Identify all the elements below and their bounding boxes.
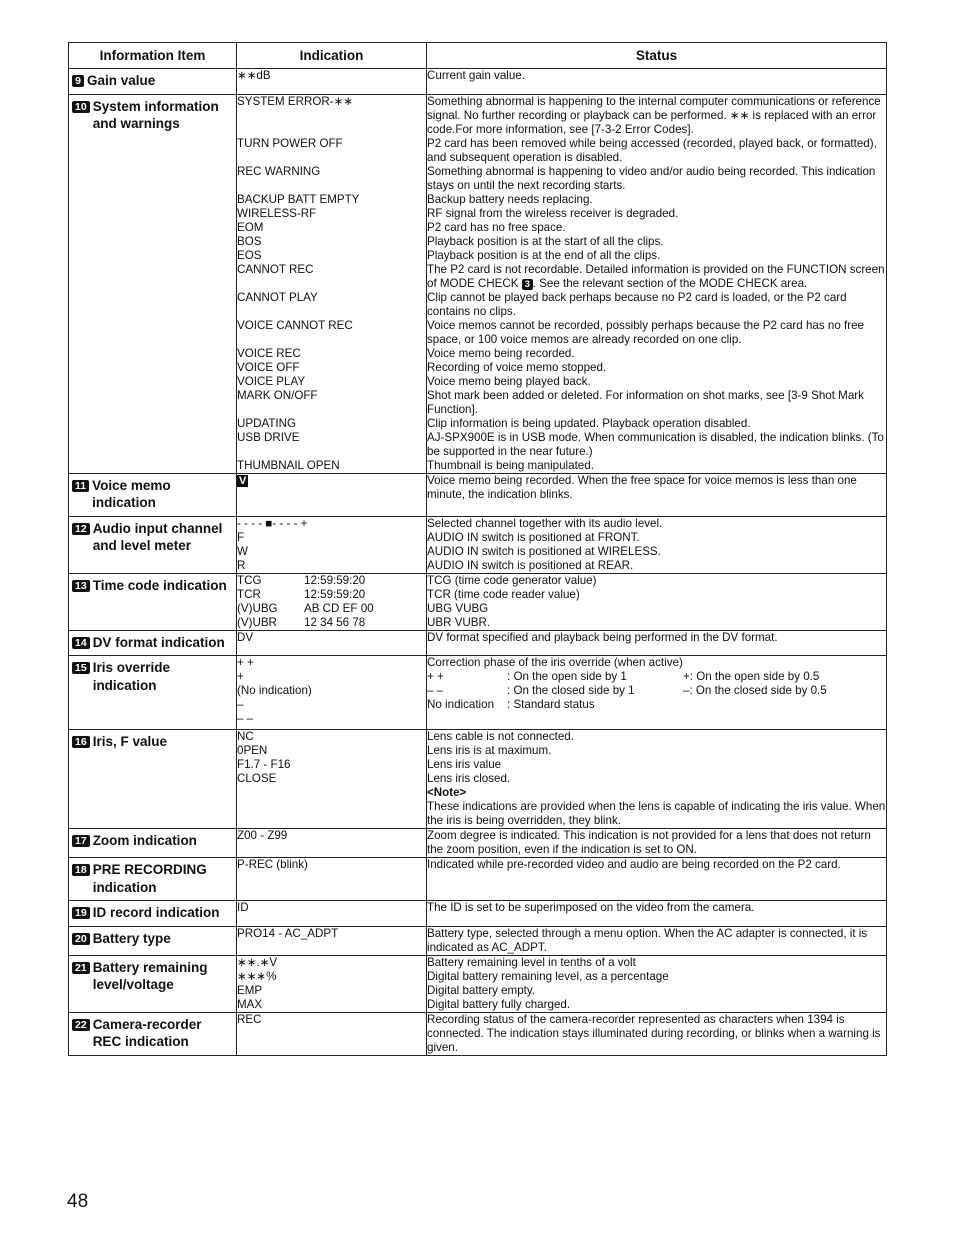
item-name: Audio input channel (92, 520, 223, 536)
item-number-badge: 12 (72, 523, 90, 535)
tc-value: 12:59:59:20 (304, 573, 366, 587)
status-text: TCR (time code reader value) (427, 587, 580, 601)
indication-text: WIRELESS-RF (237, 206, 317, 220)
table-row-battery-type (69, 926, 887, 955)
item-name: Voice memo (92, 477, 171, 493)
item-name: System information (92, 98, 219, 114)
tc-label: (V)UBR (237, 615, 277, 629)
status-text: RF signal from the wireless receiver is degraded. (427, 206, 679, 220)
iris-desc: : On the open side by 1 (507, 670, 627, 683)
item-number-badge: 14 (72, 637, 90, 649)
tc-value: 12:59:59:20 (304, 587, 366, 601)
indication-text: + (237, 670, 244, 683)
information-table (68, 42, 887, 1056)
status-text: Lens iris is at maximum. (427, 744, 552, 757)
status-text: AUDIO IN switch is positioned at FRONT. (427, 530, 640, 544)
indication-text: DV (237, 630, 254, 644)
item-number-badge: 22 (72, 1019, 90, 1031)
indication-text (237, 445, 426, 459)
indication-text: (No indication) (237, 684, 312, 697)
item-name: and level meter (92, 538, 191, 553)
status-text: Digital battery empty. (427, 983, 536, 997)
page-number: 48 (67, 1191, 89, 1212)
table-row-audio-input (69, 516, 887, 573)
indication-text (237, 333, 426, 347)
iris-half-desc: +: On the open side by 0.5 (683, 670, 820, 683)
item-name: DV format indication (92, 634, 225, 650)
indication-text: 0PEN (237, 744, 268, 757)
item-number-badge: 18 (72, 864, 90, 876)
item-name: Zoom indication (92, 833, 197, 848)
tc-label: (V)UBG (237, 601, 278, 615)
item-name: Iris, F value (92, 734, 167, 749)
iris-symbol: No indication (427, 698, 495, 711)
status-text: Indicated while pre-recorded video and audio are being recorded on the P2 card. (427, 858, 841, 871)
status-text: Something abnormal is happening to video and/or audio being recorded. This indication stays on until the next recording starts. (427, 164, 876, 192)
indication-text: F1.7 - F16 (237, 758, 291, 771)
header-information-item: Information Item (69, 43, 237, 69)
item-name: indication (92, 677, 157, 693)
table-row-dv-format (69, 630, 887, 656)
item-number-badge: 16 (72, 736, 90, 748)
status-text: Backup battery needs replacing. (427, 192, 593, 206)
status-text: TCG (time code generator value) (427, 573, 597, 587)
status-text: Voice memo being recorded. When the free space for voice memos is less than one minute, the indication blinks. (427, 473, 857, 501)
tc-label: TCG (237, 573, 262, 587)
status-text: UBG VUBG (427, 601, 489, 615)
item-number-badge: 11 (72, 480, 89, 492)
status-text: P2 card has been removed while being accessed (recorded, played back, or formatted), and subsequent operation is disabled. (427, 136, 877, 164)
header-indication: Indication (237, 43, 427, 69)
indication-text: VOICE PLAY (237, 374, 306, 388)
iris-half-desc: –: On the closed side by 0.5 (683, 684, 827, 697)
item-name: indication (92, 495, 156, 510)
item-name: ID record indication (92, 905, 220, 920)
indication-text: – (237, 698, 244, 711)
mode-check-badge: 3 (522, 279, 533, 290)
indication-text: SYSTEM ERROR-∗∗ (237, 94, 354, 108)
indication-text: THUMBNAIL OPEN (237, 458, 340, 472)
item-name: Iris override (92, 660, 170, 675)
indication-text (237, 123, 426, 137)
indication-text (237, 179, 426, 193)
indication-text: P-REC (blink) (237, 858, 308, 871)
status-text: Battery type, selected through a menu option. When the AC adapter is connected, it is indicated as AC_ADPT. (427, 926, 868, 954)
status-text: AUDIO IN switch is positioned at REAR. (427, 558, 634, 572)
indication-text: VOICE REC (237, 346, 301, 360)
item-name: Gain value (87, 73, 156, 88)
table-row-iris-override (69, 656, 887, 730)
item-name: Time code indication (92, 577, 227, 593)
item-name: Battery remaining (92, 959, 208, 975)
note-text: These indications are provided when the lens is capable of indicating the iris value. When the iris is being overridden, they blink. (427, 800, 886, 827)
header-status: Status (427, 43, 887, 69)
status-text: AUDIO IN switch is positioned at WIRELESS. (427, 544, 661, 558)
status-text: Selected channel together with its audio level. (427, 516, 663, 530)
item-name: PRE RECORDING (92, 862, 207, 877)
table-header-row (69, 43, 887, 69)
item-number-badge: 21 (72, 962, 90, 974)
status-text: Shot mark been added or deleted. For information on shot marks, see [3-9 Shot Mark Function]. (427, 388, 864, 416)
indication-text: REC WARNING (237, 164, 321, 178)
indication-text: EOM (237, 220, 264, 234)
item-number-badge: 15 (72, 662, 90, 674)
indication-text: – – (237, 712, 254, 725)
indication-text (237, 403, 426, 417)
indication-text: ∗∗∗% (237, 969, 277, 983)
indication-text: USB DRIVE (237, 430, 300, 444)
table-row-iris-f-value (69, 730, 887, 829)
indication-text: NC (237, 730, 254, 743)
status-text: Playback position is at the end of all the clips. (427, 248, 661, 262)
status-text: Voice memo being recorded. (427, 346, 575, 360)
status-text: Something abnormal is happening to the internal computer communications or reference signal. No further recording or playback can be performed. ∗∗ is replaced with an error code.For more information, see [7-3-2 Error Codes]. (427, 94, 881, 136)
indication-text (237, 151, 426, 165)
status-text: Voice memos cannot be recorded, possibly perhaps because the P2 card has no free space, or 100 voice memos are already recorded on one clip. (427, 318, 864, 346)
table-row-battery-remaining (69, 955, 887, 1012)
note-label: <Note> (427, 786, 467, 799)
status-text: Thumbnail is being manipulated. (427, 458, 594, 472)
status-text: The ID is set to be superimposed on the video from the camera. (427, 901, 755, 914)
indication-text: REC (237, 1012, 262, 1026)
indication-text: BOS (237, 234, 262, 248)
indication-text: W (237, 544, 248, 558)
iris-symbol: + + (427, 670, 444, 683)
status-text: P2 card has no free space. (427, 220, 566, 234)
table-row-time-code (69, 573, 887, 630)
indication-text: EOS (237, 248, 262, 262)
item-number-badge: 13 (72, 580, 90, 592)
status-text: Recording status of the camera-recorder represented as characters when 1394 is connected. The indication stays illuminated during recording, or blinks when a warning is given. (427, 1012, 881, 1054)
iris-desc: : On the closed side by 1 (507, 684, 635, 697)
status-text: Current gain value. (427, 69, 525, 82)
indication-text: UPDATING (237, 416, 297, 430)
status-text-cannot-rec: The P2 card is not recordable. Detailed information is provided on the FUNCTION screen of MODE CHECK 3 . See the relevant section of the MODE CHECK area. (427, 262, 885, 290)
indication-text: CANNOT REC (237, 262, 314, 276)
tc-label: TCR (237, 587, 261, 601)
status-text: Digital battery fully charged. (427, 997, 571, 1011)
indication-text: MARK ON/OFF (237, 388, 318, 402)
item-number-badge: 20 (72, 933, 90, 945)
item-name: indication (92, 879, 157, 895)
item-name: level/voltage (92, 977, 174, 992)
status-text: DV format specified and playback being performed in the DV format. (427, 630, 778, 644)
indication-text: CANNOT PLAY (237, 290, 318, 304)
item-number-badge: 10 (72, 101, 90, 113)
item-number-badge: 17 (72, 835, 90, 847)
status-text: Lens iris value (427, 758, 502, 771)
indication-text: MAX (237, 997, 263, 1011)
table-row-zoom (69, 829, 887, 858)
indication-text (237, 277, 426, 291)
item-number-badge: 19 (72, 907, 90, 919)
status-text: Correction phase of the iris override (when active) (427, 656, 683, 669)
item-name: Battery type (92, 930, 171, 946)
indication-text: ID (237, 901, 249, 914)
status-text: Digital battery remaining level, as a percentage (427, 969, 669, 983)
voice-memo-badge: V (239, 474, 247, 487)
tc-value: AB CD EF 00 (304, 601, 374, 615)
status-text: Clip cannot be played back perhaps because no P2 card is loaded, or the P2 card contains no clips. (427, 290, 847, 318)
indication-text: BACKUP BATT EMPTY (237, 192, 360, 206)
indication-text: CLOSE (237, 772, 277, 785)
iris-desc: : Standard status (507, 698, 595, 711)
item-name: REC indication (92, 1034, 189, 1049)
table-row-system-information (69, 94, 887, 473)
indication-text: R (237, 558, 246, 572)
indication-text: VOICE OFF (237, 360, 300, 374)
status-text: Battery remaining level in tenths of a volt (427, 955, 636, 969)
status-text: Lens cable is not connected. (427, 730, 574, 743)
indication-text (237, 109, 426, 123)
status-text: Zoom degree is indicated. This indication is not provided for a lens that does not return the zoom position, even if the indication is set to ON. (427, 829, 871, 856)
tc-value: 12 34 56 78 (304, 615, 366, 629)
indication-text: PRO14 - AC_ADPT (237, 926, 339, 940)
indication-text: VOICE CANNOT REC (237, 318, 353, 332)
indication-text: TURN POWER OFF (237, 136, 343, 150)
indication-text (237, 305, 426, 319)
iris-symbol: – – (427, 684, 444, 697)
table-row-pre-recording (69, 858, 887, 901)
item-name: and warnings (92, 116, 180, 131)
indication-text: Z00 - Z99 (237, 829, 288, 842)
indication-text: F (237, 530, 245, 544)
status-text: Clip information is being updated. Playback operation disabled. (427, 416, 751, 430)
table-row-camera-recorder-rec (69, 1012, 887, 1055)
status-text: Voice memo being played back. (427, 374, 591, 388)
status-text: Lens iris closed. (427, 772, 511, 785)
indication-text: ∗∗dB (237, 69, 271, 82)
table-row-gain-value (69, 69, 887, 95)
item-name: Camera-recorder (92, 1016, 202, 1032)
status-text: AJ-SPX900E is in USB mode. When communication is disabled, the indication blinks. (To be supported in the near future.) (427, 430, 884, 458)
status-text: Recording of voice memo stopped. (427, 360, 607, 374)
table-row-id-record (69, 901, 887, 927)
indication-text: ∗∗.∗V (237, 955, 278, 969)
item-number-badge: 9 (72, 75, 84, 87)
indication-text: EMP (237, 983, 263, 997)
status-text: Playback position is at the start of all the clips. (427, 234, 664, 248)
table-row-voice-memo (69, 473, 887, 516)
indication-text: + + (237, 656, 254, 669)
level-meter-text: - - - - ■- - - - + (237, 516, 308, 530)
status-text: UBR VUBR. (427, 615, 491, 629)
